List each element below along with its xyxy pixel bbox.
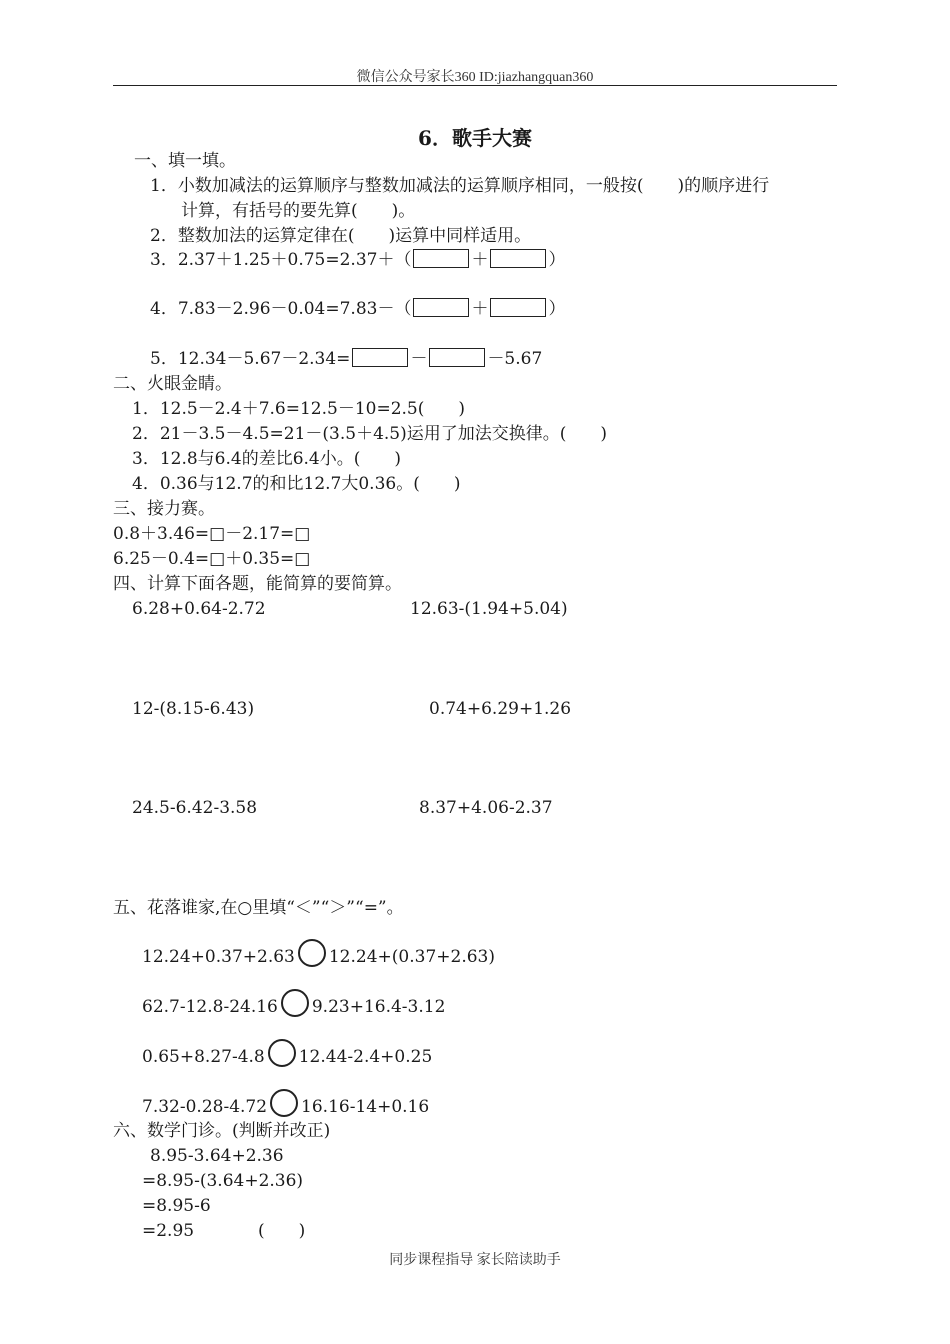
q5-minus: － <box>410 349 428 369</box>
q4-plus: ＋ <box>471 299 489 319</box>
compare-circle[interactable] <box>281 989 309 1017</box>
diagnosis-line: =2.95 <box>142 1221 195 1241</box>
q3-plus: ＋ <box>471 250 489 270</box>
q1-line2: 计算，有括号的要先算( )。 <box>181 201 416 221</box>
compare-right: 16.16-14+0.16 <box>301 1097 430 1117</box>
compare-circle[interactable] <box>270 1089 298 1117</box>
page-header: 微信公众号家长360 ID:jiazhangquan360 <box>356 70 594 85</box>
calc-item: 12-(8.15-6.43) <box>132 699 255 719</box>
q2: 2．整数加法的运算定律在( )运算中同样适用。 <box>150 226 532 246</box>
q3-close: ） <box>548 250 566 270</box>
judge-item: 4．0.36与12.7的和比12.7大0.36。( ) <box>132 474 461 494</box>
compare-item <box>142 1089 429 1118</box>
q3 <box>150 249 565 271</box>
compare-item <box>142 939 495 968</box>
compare-item <box>142 1039 432 1068</box>
judge-item: 2．21－3.5－4.5=21－(3.5＋4.5)运用了加法交换律。( ) <box>132 424 607 444</box>
q5-expression: 5．12.34－5.67－2.34= <box>150 349 351 369</box>
section-5-heading: 五、花落谁家,在○里填“＜”“＞”“=”。 <box>113 898 404 918</box>
answer-box[interactable] <box>490 249 546 268</box>
compare-left: 0.65+8.27-4.8 <box>142 1047 265 1067</box>
compare-right: 12.44-2.4+0.25 <box>298 1047 433 1067</box>
answer-box[interactable] <box>429 348 485 367</box>
compare-circle[interactable] <box>268 1039 296 1067</box>
q1-line1: 1．小数加减法的运算顺序与整数加减法的运算顺序相同，一般按( )的顺序进行 <box>150 176 770 196</box>
answer-box[interactable] <box>490 298 546 317</box>
q5-tail: －5.67 <box>487 349 543 369</box>
calc-item: 6.28+0.64-2.72 <box>132 599 266 619</box>
judge-paren: ( ) <box>258 1221 306 1241</box>
answer-box[interactable] <box>413 298 469 317</box>
section-3-heading: 三、接力赛。 <box>113 499 215 519</box>
compare-right: 9.23+16.4-3.12 <box>311 997 446 1017</box>
page-footer: 同步课程指导 家长陪读助手 <box>389 1253 561 1268</box>
calc-item: 8.37+4.06-2.37 <box>419 798 553 818</box>
compare-right: 12.24+(0.37+2.63) <box>328 947 495 967</box>
answer-box[interactable] <box>413 249 469 268</box>
answer-box[interactable] <box>352 348 408 367</box>
section-1-heading: 一、填一填。 <box>134 151 236 171</box>
section-4-heading: 四、计算下面各题，能简算的要简算。 <box>113 574 402 594</box>
q4 <box>150 298 565 320</box>
header-rule <box>113 85 837 86</box>
diagnosis-line: 8.95-3.64+2.36 <box>150 1146 284 1166</box>
diagnosis-line: =8.95-(3.64+2.36) <box>142 1171 304 1191</box>
section-6-heading: 六、数学门诊。(判断并改正) <box>113 1121 331 1141</box>
compare-left: 7.32-0.28-4.72 <box>142 1097 268 1117</box>
compare-left: 12.24+0.37+2.63 <box>142 947 295 967</box>
calc-item: 12.63-(1.94+5.04) <box>410 599 568 619</box>
q5 <box>150 348 542 370</box>
judge-item: 3．12.8与6.4的差比6.4小。( ) <box>132 449 402 469</box>
compare-left: 62.7-12.8-24.16 <box>142 997 278 1017</box>
judge-item: 1．12.5－2.4＋7.6=12.5－10=2.5( ) <box>132 399 466 419</box>
relay-line: 0.8＋3.46=□－2.17=□ <box>113 524 311 544</box>
calc-item: 0.74+6.29+1.26 <box>429 699 572 719</box>
diagnosis-line: =8.95-6 <box>142 1196 211 1216</box>
compare-circle[interactable] <box>298 939 326 967</box>
q3-expression: 3．2.37＋1.25＋0.75=2.37＋（ <box>150 250 412 270</box>
compare-item <box>142 989 445 1018</box>
calc-item: 24.5-6.42-3.58 <box>132 798 258 818</box>
relay-line: 6.25－0.4=□＋0.35=□ <box>113 549 311 569</box>
q4-close: ） <box>548 299 566 319</box>
page-title: 6．歌手大赛 <box>418 126 532 150</box>
section-2-heading: 二、火眼金睛。 <box>113 374 232 394</box>
q4-expression: 4．7.83－2.96－0.04=7.83－（ <box>150 299 412 319</box>
